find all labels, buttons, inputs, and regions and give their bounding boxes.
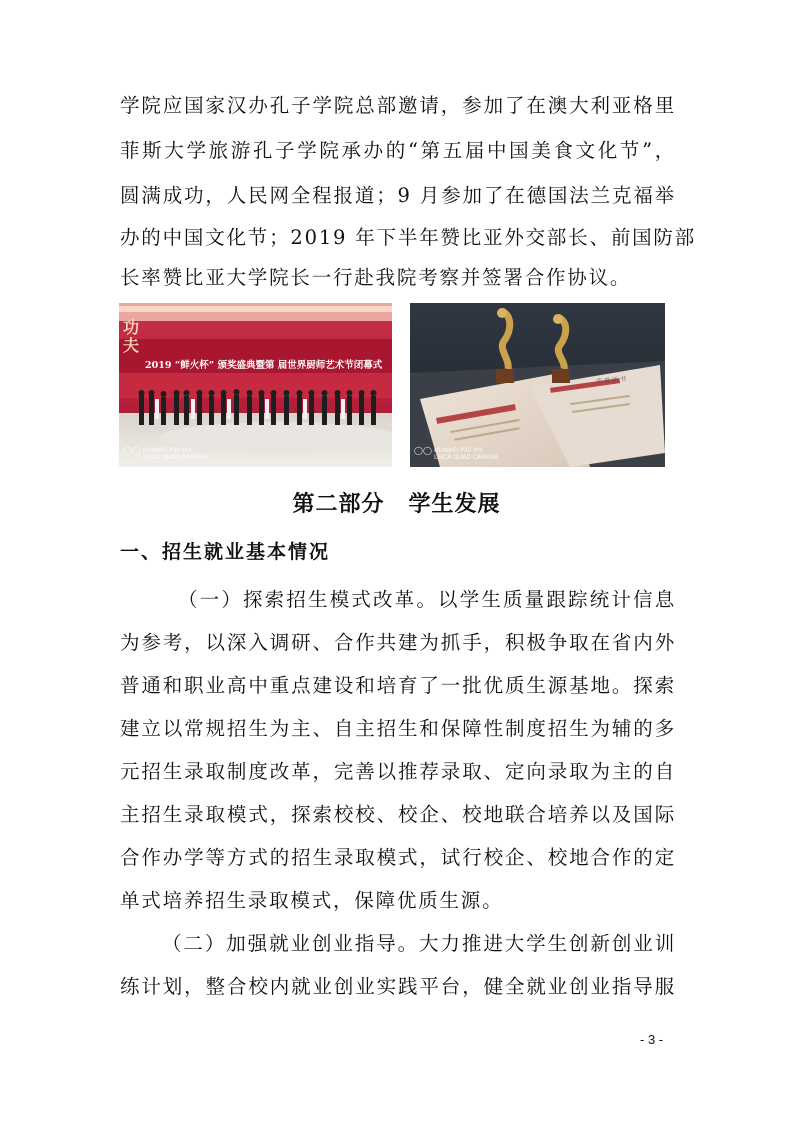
intro-line: 圆满成功，人民网全程报道；9 月参加了在德国法兰克福举 <box>120 184 676 207</box>
section1-line: 合作办学等方式的招生录取模式，试行校企、校地合作的定 <box>120 846 676 869</box>
certificate-title: 荣誉证书 <box>595 375 629 386</box>
camera-watermark-icon: ◯◯ <box>123 446 141 455</box>
section1-line: 建立以常规招生为主、自主招生和保障性制度招生为辅的多 <box>120 717 676 740</box>
section2-line: 练计划，整合校内就业创业实践平台，健全就业创业指导服 <box>120 975 676 998</box>
intro-line: 办的中国文化节；2019 年下半年赞比亚外交部长、前国防部 <box>120 226 697 249</box>
trophy-photo <box>410 303 665 467</box>
part-number: 第二部分 <box>292 492 385 517</box>
page-number: - 3 - <box>640 1032 664 1047</box>
stage-backdrop-logo: 功 夫 <box>123 318 140 355</box>
section-heading: 一、招生就业基本情况 <box>120 541 331 563</box>
camera-watermark-line2: LEICA QUAD CAMERA <box>143 454 208 461</box>
intro-line: 学院应国家汉办孔子学院总部邀请，参加了在澳大利亚格里 <box>120 94 676 117</box>
part-title <box>0 490 793 520</box>
stage-banner-text: 2019 “鲜火杯” 颁奖盛典暨第 届世界厨师艺术节闭幕式 <box>145 360 383 371</box>
intro-line: 长率赞比亚大学院长一行赴我院考察并签署合作协议。 <box>120 266 632 289</box>
section1-line: （一）探索招生模式改革。以学生质量跟踪统计信息 <box>178 588 676 611</box>
section1-line: 普通和职业高中重点建设和培育了一批优质生源基地。探索 <box>120 674 676 697</box>
camera-watermark-icon: ◯◯ <box>414 446 432 455</box>
ceremony-photo <box>119 303 392 467</box>
section2-line: （二）加强就业创业指导。大力推进大学生创新创业训 <box>162 932 676 955</box>
section1-line: 为参考，以深入调研、合作共建为抓手，积极争取在省内外 <box>120 631 676 654</box>
camera-watermark <box>414 446 499 461</box>
part-name: 学生发展 <box>408 492 501 517</box>
section1-line: 元招生录取制度改革，完善以推荐录取、定向录取为主的自 <box>120 760 676 783</box>
camera-watermark-line2: LEICA QUAD CAMERA <box>434 454 499 461</box>
camera-watermark-line1: HUAWEI P30 Pro <box>434 447 483 454</box>
camera-watermark-line1: HUAWEI P30 Pro <box>143 447 192 454</box>
section1-line: 单式培养招生录取模式，保障优质生源。 <box>120 889 504 912</box>
intro-line: 菲斯大学旅游孔子学院承办的“第五届中国美食文化节”， <box>120 139 676 162</box>
section1-line: 主招生录取模式，探索校校、校企、校地联合培养以及国际 <box>120 803 676 826</box>
camera-watermark <box>123 446 208 461</box>
